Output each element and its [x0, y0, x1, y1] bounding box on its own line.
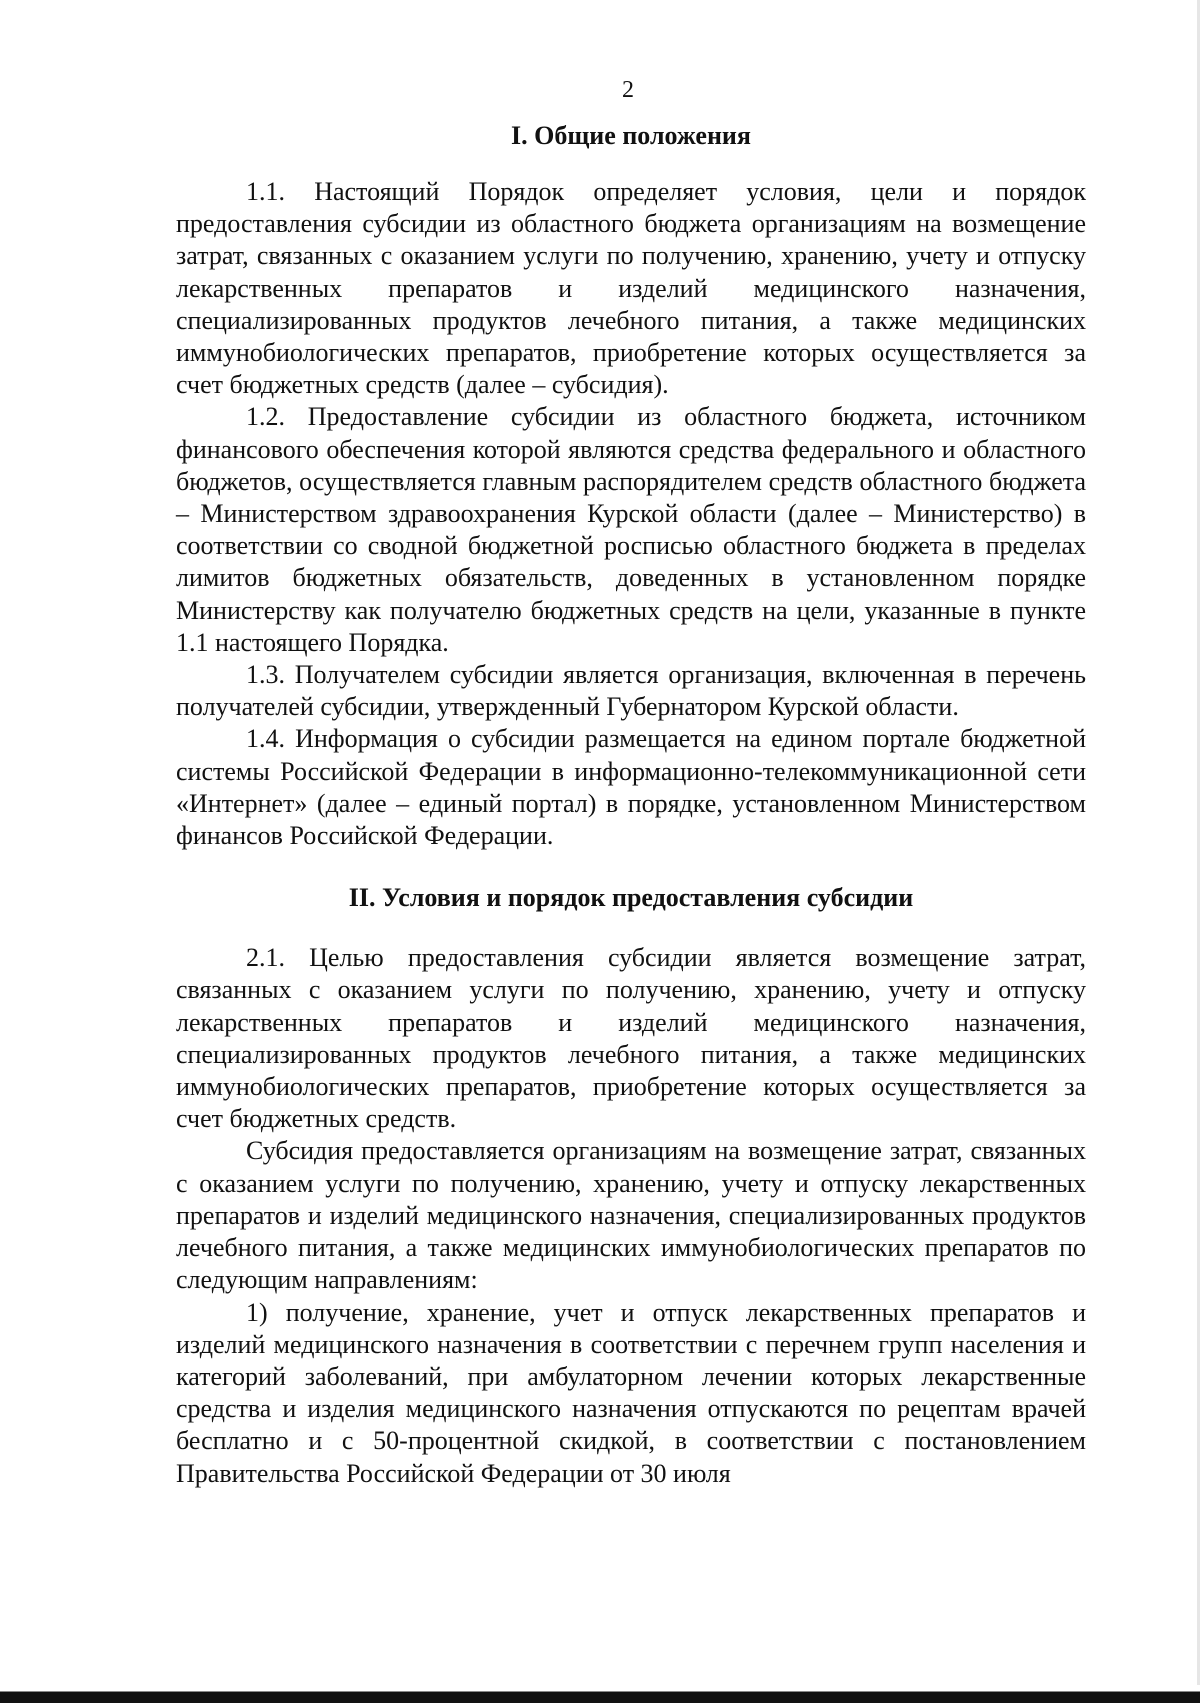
paragraph-1-3: 1.3. Получателем субсидии является организация, включенная в перечень получателей субсидии, утвержденный Губернатором Курской области.	[176, 660, 1086, 722]
paragraph-1-2: 1.2. Предоставление субсидии из областного бюджета, источником финансового обеспечения которой являются средства федерального и областного бюджетов, осуществляется главным распорядителем средств областного бюджета – Министерством здравоохранения Курской области (далее – Министерство) в соответствии со сводной бюджетной росписью областного бюджета в пределах лимитов бюджетных обязательств, доведенных в установленном порядке Министерству как получателю бюджетных средств на цели, указанные в пункте 1.1 настоящего Порядка.	[176, 402, 1086, 657]
paragraph-1-1: 1.1. Настоящий Порядок определяет условия, цели и порядок предоставления субсидии из областного бюджета организациям на возмещение затрат, связанных с оказанием услуги по получению, хранению, учету и отпуску лекарственных препаратов и изделий медицинского назначения, специализированных продуктов лечебного питания, а также медицинских иммунобиологических препаратов, приобретение которых осуществляется за счет бюджетных средств (далее – субсидия).	[176, 177, 1086, 400]
scan-edge-bottom	[0, 1685, 1200, 1703]
section-2-title: II. Условия и порядок предоставления субсидии	[348, 883, 914, 913]
section-1-title: I. Общие положения	[511, 121, 751, 150]
paragraph-direction-1: 1) получение, хранение, учет и отпуск лекарственных препаратов и изделий медицинского назначения в соответствии с перечнем групп населения и категорий заболеваний, при амбулаторном лечении которых лекарственные средства и изделия медицинского назначения отпускаются по рецептам врачей бесплатно и с 50-процентной скидкой, в соответствии с постановлением Правительства Российской Федерации от 30 июля	[176, 1297, 1086, 1488]
document-body	[176, 120, 1086, 1490]
paragraph-1-4: 1.4. Информация о субсидии размещается на едином портале бюджетной системы Российской Федерации в информационно-телекоммуникационной сети «Интернет» (далее – единый портал) в порядке, установленном Министерством финансов Российской Федерации.	[176, 724, 1086, 851]
page-number: 2	[622, 77, 634, 103]
paragraph-2-1: 2.1. Целью предоставления субсидии является возмещение затрат, связанных с оказанием услуги по получению, хранению, учету и отпуску лекарственных препаратов и изделий медицинского назначения, специализированных продуктов лечебного питания, а также медицинских иммунобиологических препаратов, приобретение которых осуществляется за счет бюджетных средств.	[176, 943, 1086, 1134]
paragraph-subsidy-directions: Субсидия предоставляется организациям на возмещение затрат, связанных с оказанием услуги по получению, хранению, учету и отпуску лекарственных препаратов и изделий медицинского назначения, специализированных продуктов лечебного питания, а также медицинских иммунобиологических препаратов по следующим направлениям:	[176, 1136, 1086, 1295]
